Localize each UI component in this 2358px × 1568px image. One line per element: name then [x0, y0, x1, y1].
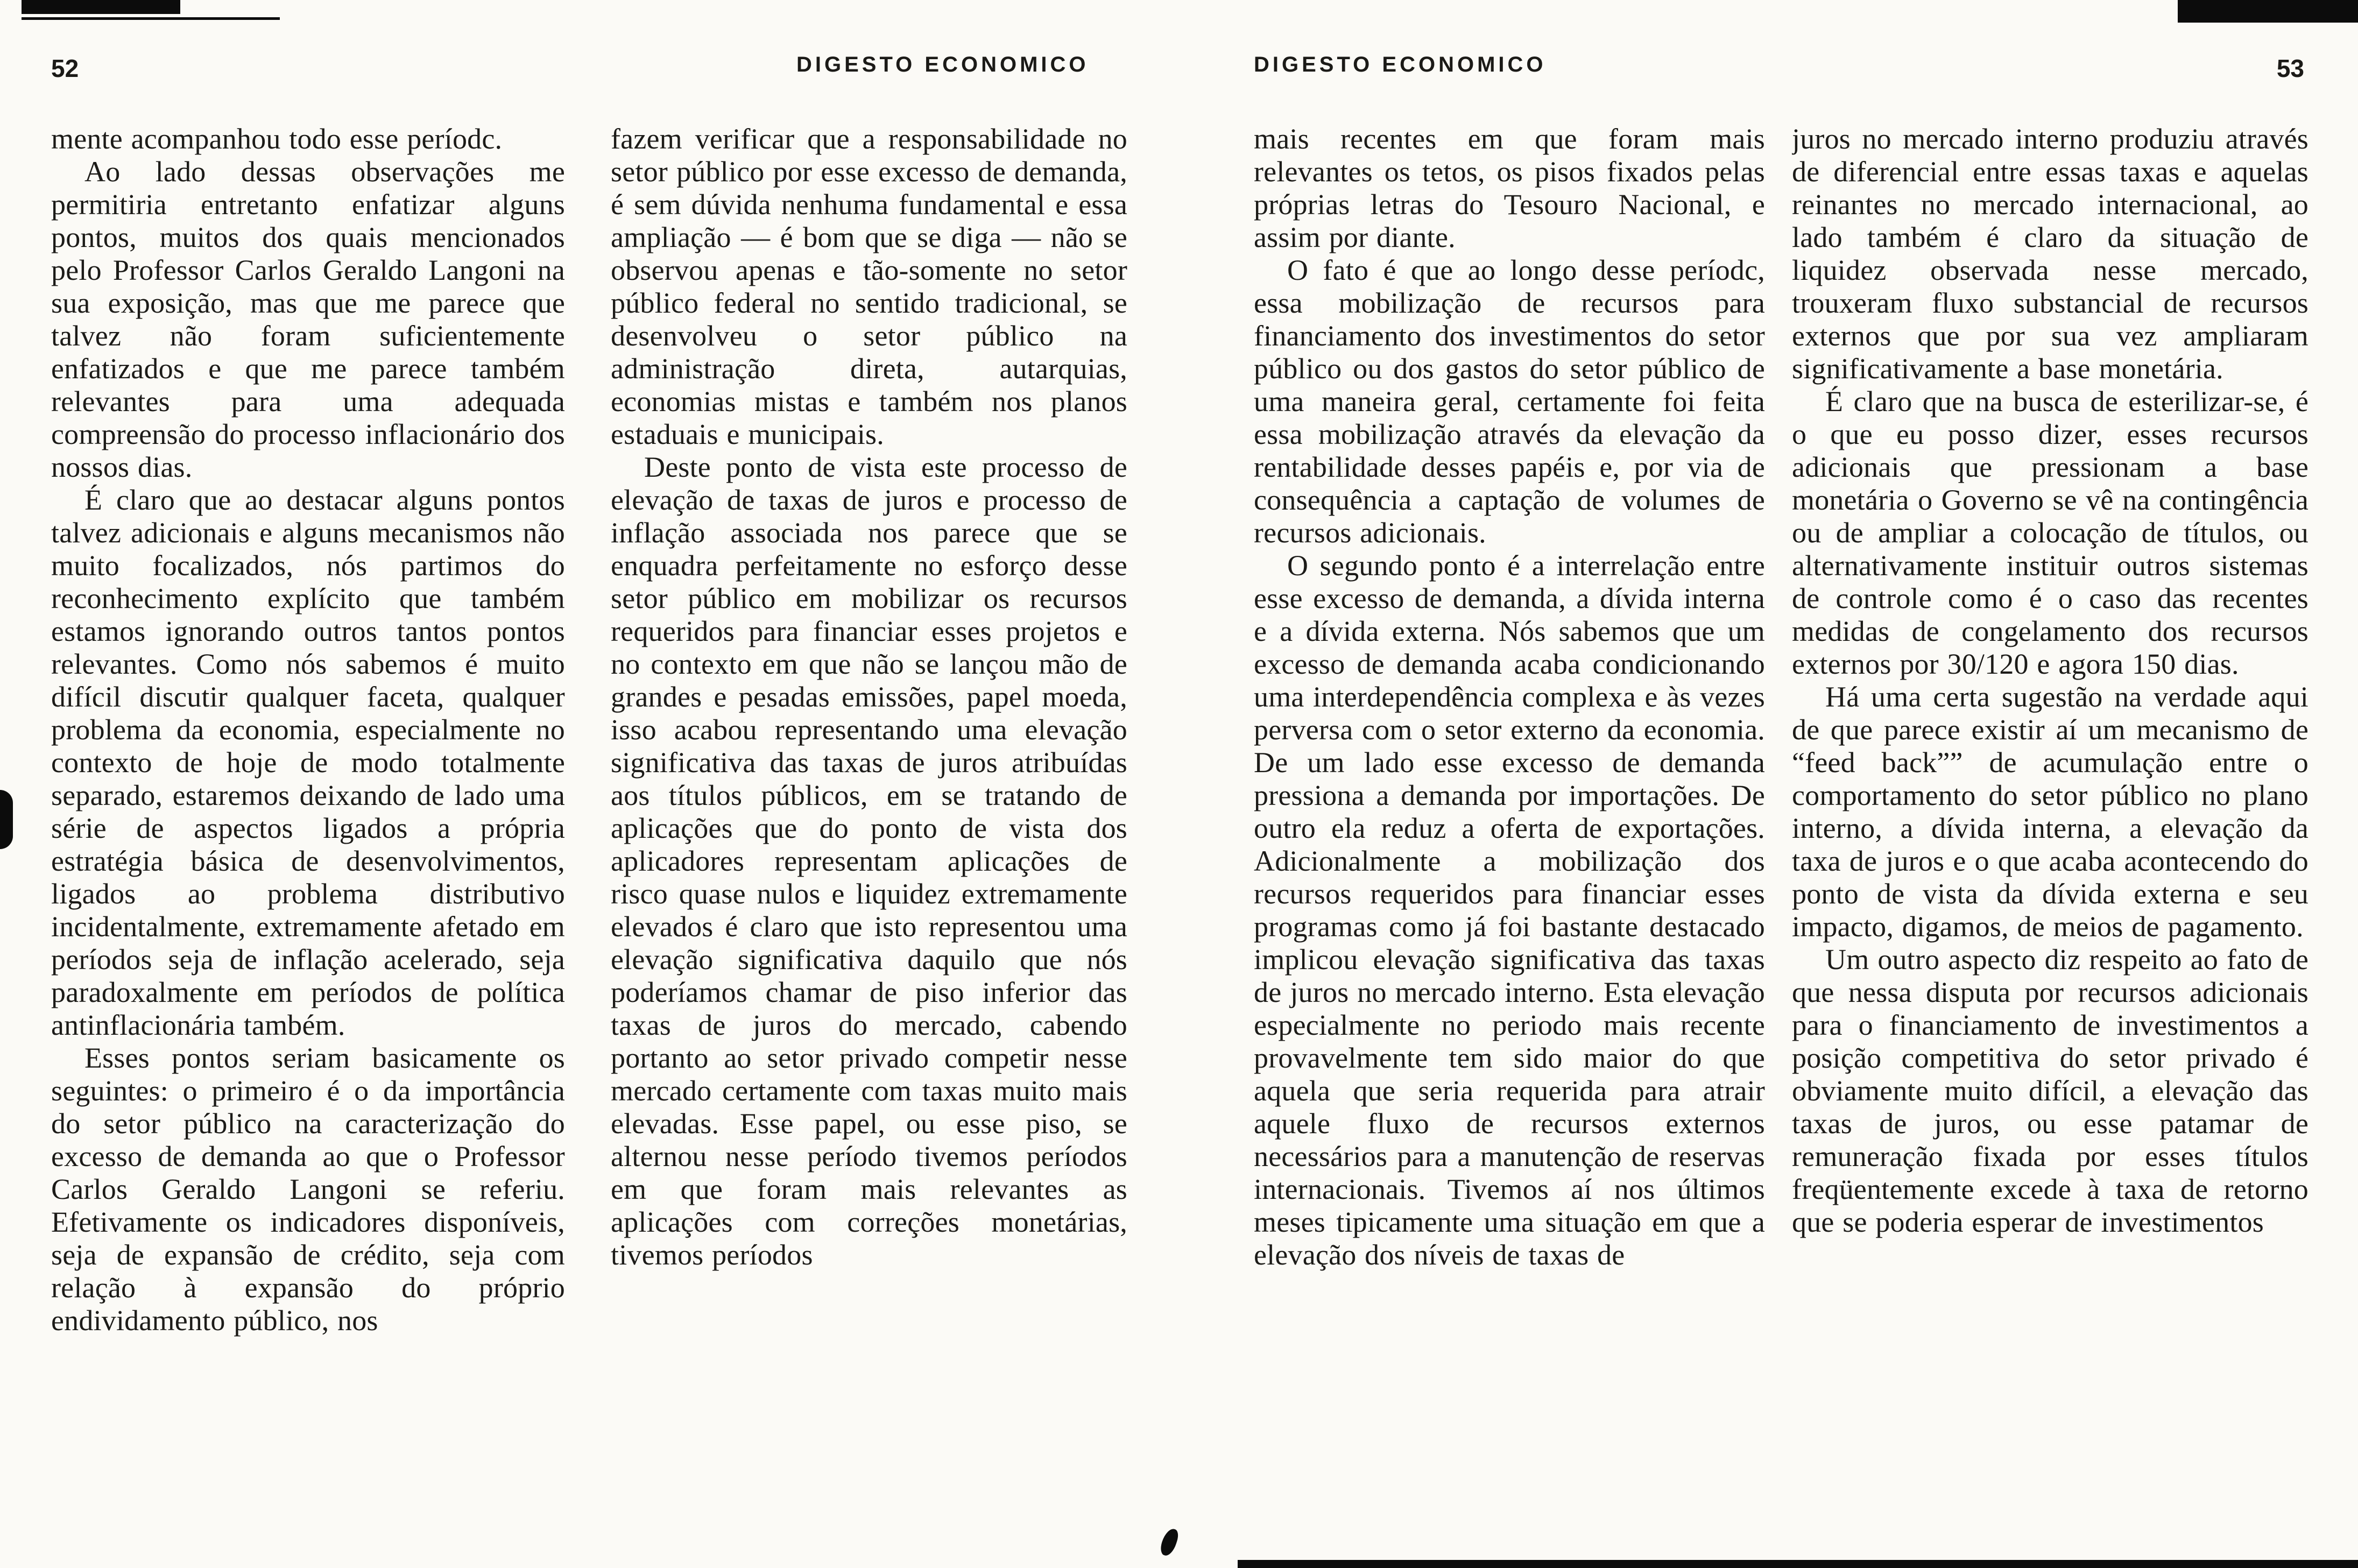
paragraph: Um outro aspecto diz respeito ao fato de que nessa disputa por recursos adicionais para o financiamento de investimentos a posição competitiva do setor privado é obviamente muito difícil, a elevação das taxas de juros, ou esse patamar de remuneração fixada por esses títulos freqüentemente excede à taxa de retorno que se poderia esperar de investimentos: [1792, 943, 2308, 1238]
paragraph: Ao lado dessas observações me permitiria entretanto enfatizar alguns pontos, muitos dos quais mencionados pelo Professor Carlos Geraldo Langoni na sua exposição, mas que me parece que talvez não foram suficientemente enfatizados e que me parece também relevantes para uma adequada compreensão do processo inflacionário dos nossos dias.: [51, 156, 565, 483]
page-number-right: 53: [2276, 54, 2304, 82]
scan-artifact-top-left-bar: [22, 0, 180, 14]
scan-artifact-ink-smudge: [1159, 1527, 1181, 1557]
paragraph: mais recentes em que foram mais relevantes os tetos, os pisos fixados pelas próprias letras do Tesouro Nacional, e assim por diante.: [1254, 123, 1765, 253]
scan-artifact-top-right-bar: [2178, 0, 2358, 23]
paragraph: juros no mercado interno produziu através de diferencial entre essas taxas e aquelas reinantes no mercado internacional, ao lado também é claro da situação de liquidez observada nesse mercado, trouxeram fluxo substancial de recursos externos que por sua vez ampliaram significativamente a base monetária.: [1792, 123, 2308, 385]
paragraph: É claro que ao destacar alguns pontos talvez adicionais e alguns mecanismos não muito focalizados, nós partimos do reconhecimento explícito que também estamos ignorando outros tantos pontos relevantes. Como nós sabemos é muito difícil discutir qualquer faceta, qualquer problema da economia, especialmente no contexto de hoje de modo totalmente separado, estaremos deixando de lado uma série de aspectos ligados a própria estratégia básica de desenvolvimentos, ligados ao problema distributivo incidentalmente, extremamente afetado em períodos seja de inflação acelerado, seja paradoxalmente em períodos de política antinflacionária também.: [51, 484, 565, 1041]
page-number-left: 52: [51, 54, 79, 82]
scan-artifact-left-edge-blob: [0, 790, 13, 849]
paragraph: Há uma certa sugestão na verdade aqui de que parece existir aí um mecanismo de “feed back”” de acumulação entre o comportamento do setor público no plano interno, a dívida interna, a elevação da taxa de juros e o que acaba acontecendo do ponto de vista da dívida externa e seu impacto, digamos, de meios de pagamento.: [1792, 681, 2308, 943]
left-page-column-2: [611, 123, 1127, 1549]
paragraph: O fato é que ao longo desse períodc, essa mobilização de recursos para financiamento dos investimentos do setor público ou dos gastos do setor público de uma maneira geral, certamente foi feita essa mobilização através da elevação da rentabilidade desses papéis e, por via de consequência a captação de volumes de recursos adicionais.: [1254, 254, 1765, 549]
paragraph: O segundo ponto é a interrelação entre esse excesso de demanda, a dívida interna e a dívida externa. Nós sabemos que um excesso de demanda acaba condicionando uma interdependência complexa e às vezes perversa com o setor externo da economia. De um lado esse excesso de demanda pressiona a demanda por importações. De outro ela reduz a oferta de exportações. Adicionalmente a mobilização dos recursos requeridos para financiar esses programas como já foi bastante destacado implicou elevação significativa das taxas de juros no mercado interno. Esta elevação especialmente no periodo mais recente provavelmente tem sido maior do que aquela que seria requerida para atrair aquele fluxo de recursos externos necessários para a manutenção de reservas internacionais. Tivemos aí nos últimos meses tipicamente uma situação em que a elevação dos níveis de taxas de: [1254, 549, 1765, 1271]
running-header-left: DIGESTO ECONOMICO: [796, 53, 1089, 76]
scan-artifact-top-left-line: [22, 17, 280, 20]
paragraph: Deste ponto de vista este processo de elevação de taxas de juros e processo de inflação associada nos parece que se enquadra perfeitamente no esforço desse setor público em mobilizar os recursos requeridos para financiar esses projetos e no contexto em que não se lançou mão de grandes e pesadas emissões, papel moeda, isso acabou representando uma elevação significativa das taxas de juros atribuídas aos títulos públicos, em se tratando de aplicações que do ponto de vista dos aplicadores representam aplicações de risco quase nulos e liquidez extremamente elevados é claro que isto representou uma elevação significativa daquilo que nós poderíamos chamar de piso inferior das taxas de juros do mercado, cabendo portanto ao setor privado competir nesse mercado certamente com taxas muito mais elevadas. Esse papel, ou esse piso, se alternou nesse período tivemos períodos em que foram mais relevantes as aplicações com correções monetárias, tivemos períodos: [611, 451, 1127, 1271]
right-page-column-2: [1792, 123, 2308, 1549]
paragraph: mente acompanhou todo esse períodc.: [51, 123, 503, 155]
paragraph: Esses pontos seriam basicamente os seguintes: o primeiro é o da importância do setor público na caracterização do excesso de demanda ao que o Professor Carlos Geraldo Langoni se referiu. Efetivamente os indicadores disponíveis, seja de expansão de crédito, seja com relação à expansão do próprio endividamento público, nos: [51, 1042, 565, 1337]
scan-artifact-bottom-right-bar: [1238, 1560, 2358, 1568]
paragraph: É claro que na busca de esterilizar-se, é o que eu posso dizer, esses recursos adicionais que pressionam a base monetária o Governo se vê na contingência ou de ampliar a colocação de títulos, ou alternativamente instituir outros sistemas de controle como é o caso das recentes medidas de congelamento dos recursos externos por 30/120 e agora 150 dias.: [1792, 385, 2308, 680]
paragraph: fazem verificar que a responsabilidade no setor público por esse excesso de demanda, é sem dúvida nenhuma fundamental e essa ampliação — é bom que se diga — não se observou apenas e tão-somente no setor público federal no sentido tradicional, se desenvolveu o setor público na administração direta, autarquias, economias mistas e também nos planos estaduais e municipais.: [611, 123, 1127, 450]
right-page-column-1: [1254, 123, 1765, 1549]
running-header-right: DIGESTO ECONOMICO: [1254, 53, 1547, 76]
left-page-column-1: [51, 123, 565, 1549]
